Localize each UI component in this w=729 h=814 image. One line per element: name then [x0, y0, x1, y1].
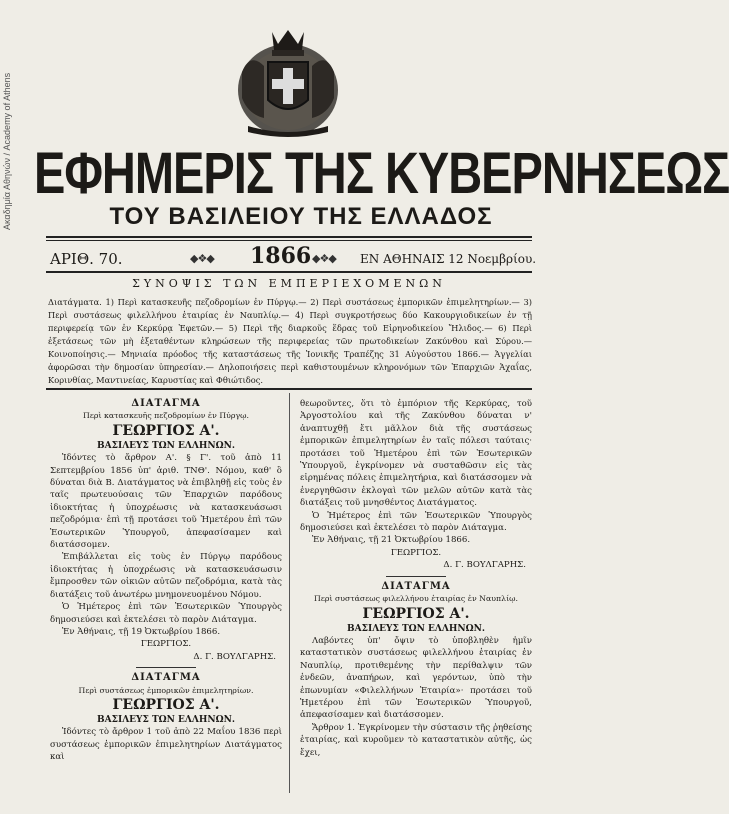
decree-heading: ΔΙΑΤΑΓΜΑ: [381, 580, 451, 592]
archive-watermark: Ακαδημία Αθηνών / Academy of Athens: [2, 72, 12, 230]
decree-signature: ΓΕΩΡΓΙΟΣ.: [140, 639, 192, 650]
masthead-rule-top: [46, 236, 532, 238]
decree-king: ΓΕΩΡΓΙΟΣ Α'.: [362, 605, 470, 622]
decree-heading: ΔΙΑΤΑΓΜΑ: [131, 398, 201, 409]
decree-separator: [386, 576, 446, 577]
contents-rule: [46, 388, 532, 390]
header-rule: [46, 271, 532, 273]
decree-king: ΓΕΩΡΓΙΟΣ Α'.: [112, 422, 220, 439]
decree-heading: ΔΙΑΤΑΓΜΑ: [131, 672, 201, 684]
decree-paragraph: Ἄρθρον 1. Ἐγκρίνομεν τὴν σύστασιν τῆς ῥηθείσης ἑταιρίας, καὶ κυροῦμεν τὸ καταστατικὸν αὐτῆς, ὡς ἔχει,: [300, 722, 532, 758]
issue-date: ΕΝ ΑΘΗΝΑΙΣ 12 Νοεμβρίου.: [360, 252, 537, 266]
decree-paragraph: Ἰδόντες τὸ ἄρθρον 1 τοῦ ἀπὸ 22 Μαΐου 1836 περὶ συστάσεως ἐμπορικῶν ἐπιμελητηρίων Διατάγματος καὶ: [50, 727, 282, 763]
royal-coat-of-arms-icon: [228, 22, 348, 142]
decree-king-title: ΒΑΣΙΛΕΥΣ ΤΩΝ ΕΛΛΗΝΩΝ.: [97, 714, 235, 725]
decree-paragraph: Ἐπιβάλλεται εἰς τοὺς ἐν Πύργῳ παρόδους ἰδιοκτήτας ἡ ὑποχρέωσις νὰ κατασκευάσωσιν ἔμπροσθεν τῶν οἰκιῶν αὐτῶν πεζοδρόμια, κατὰ τὰς διατάξεις τοῦ ἀνωτέρω μνημονευομένου Νόμου.: [50, 552, 282, 600]
issue-number: ΑΡΙΘ. 70.: [50, 250, 123, 268]
decree-paragraph: Ὁ Ἡμέτερος ἐπὶ τῶν Ἐσωτερικῶν Ὑπουργὸς δημοσιεύσει καὶ ἐκτελέσει τὸ παρὸν Διάταγμα.: [300, 510, 532, 534]
decree-king-title: ΒΑΣΙΛΕΥΣ ΤΩΝ ΕΛΛΗΝΩΝ.: [347, 623, 485, 634]
decree-minister: Δ. Γ. ΒΟΥΛΓΑΡΗΣ.: [443, 560, 526, 571]
gazette-subtitle: ΤΟΥ ΒΑΣΙΛΕΙΟΥ ΤΗΣ ΕΛΛΑΔΟΣ: [109, 203, 493, 230]
decree-subject: Περὶ συστάσεως φιλελλήνου ἑταιρίας ἐν Ναυπλίῳ.: [314, 594, 518, 604]
decree-paragraph: θεωροῦντες, ὅτι τὸ ἐμπόριον τῆς Κερκύρας, τοῦ Ἀργοστολίου καὶ τῆς Ζακύνθου δύναται ν' ἀναπτυχθῇ ἔτι μᾶλλον διὰ τῆς συστάσεως ἐμπορικῶν ἐπιμελητηρίων ἐν ταῖς πόλεσι ταύταις· προτάσει τοῦ Ἡμετέρου ἐπὶ τῶν Ἐσωτερικῶν Ὑπουργοῦ, ἐγκρίνομεν νὰ συσταθῶσιν εἰς τὰς εἰρημένας πόλεις ἐπιμελητήρια, καὶ διατάσσομεν νὰ ἐνεργηθῶσιν ἐκλογαὶ τῶν μελῶν αὐτῶν κατὰ τὰς διατάξεις τοῦ μνησθέντος Διατάγματος.: [300, 399, 532, 509]
decree-paragraph: Λαβόντες ὑπ' ὄψιν τὸ ὑποβληθὲν ἡμῖν καταστατικὸν συστάσεως φιλελλήνου ἑταιρίας ἐν Ναυπλίῳ, προτιθεμένης τὴν περίθαλψιν τῶν ἐνδεῶν, ἀναπήρων, καὶ γερόντων, ὑπὸ τὴν ἐπωνυμίαν «Φιλελλήνων Ἑταιρία»· προτάσει τοῦ Ἡμετέρου ἐπὶ τῶν Ἐσωτερικῶν Ὑπουργοῦ, ἀπεφασίσαμεν καὶ διατάσσομεν.: [300, 635, 532, 721]
contents-summary: Διατάγματα. 1) Περὶ κατασκευῆς πεζοδρομίων ἐν Πύργῳ.— 2) Περὶ συστάσεως ἐμπορικῶν ἐπιμελητηρίων.— 3) Περὶ συστάσεως φιλελλήνου ἑταιρίας ἐν Ναυπλίῳ.— 4) Περὶ συγκροτήσεως δύο Κακουργιοδικείων ἐν τῇ περιφερείᾳ τῶν ἐν Κερκύρᾳ Ἐφετῶν.— 5) Περὶ τῆς διαρκοῦς ἕδρας τοῦ Εἰρηνοδικείου Ἤλιδος.— 6) Περὶ ἐξετάσεως τῶν μὴ ἐξεταθέντων κληρώσεων τῆς περιφερείας τῶν πρωτοδικείων Ζακύνθου καὶ Σύρου.— Κοινοποίησις.— Μηνιαία πρόοδος τῆς καταστάσεως τῆς Ἰονικῆς Τραπέζης 31 Αὐγούστου 1866.— Ἀγγελίαι ἀφορῶσαι τὴν δημοσίαν ὑπηρεσίαν.— Δηλοποιήσεις περὶ καθιστουμένων κληρονόμων τῶν Ἐπαρχιῶν Ἀχαΐας, Κορινθίας, Μαντινείας, Καρυστίας καὶ Φθιώτιδος.: [48, 297, 532, 385]
decree-king: ΓΕΩΡΓΙΟΣ Α'.: [112, 696, 220, 713]
decree-separator: [136, 667, 196, 668]
decree-paragraph: Ἰδόντες τὸ ἄρθρον Α'. § Γ'. τοῦ ἀπὸ 11 Σεπτεμβρίου 1856 ὑπ' ἀριθ. ΤΝΘ'. Νόμου, καθ' ὃ δύναται διὰ Β. Διατάγματος νὰ ἐπιβληθῇ εἰς τοὺς ἐν ταῖς πρωτευούσαις τῶν Ἐπαρχιῶν παρόδους ἰδιοκτήτας ἡ ὑποχρέωσις νὰ κατασκευάσωσι πεζοδρόμια· ἐπὶ τῇ προτάσει τοῦ Ἡμετέρου ἐπὶ τῶν Ἐσωτερικῶν Ὑπουργοῦ, ἀπεφασίσαμεν καὶ διατάσσομεν.: [50, 453, 282, 551]
ornament-right-icon: ◆❖◆: [312, 252, 336, 265]
column-divider: [289, 393, 290, 793]
decree-dated: Ἐν Ἀθήναις, τῇ 19 Ὀκτωβρίου 1866.: [62, 626, 221, 637]
left-column: [50, 398, 282, 764]
decree-dated: Ἐν Ἀθήναις, τῇ 21 Ὀκτωβρίου 1866.: [312, 535, 471, 546]
decree-king-title: ΒΑΣΙΛΕΥΣ ΤΩΝ ΕΛΛΗΝΩΝ.: [97, 440, 235, 451]
decree-signature: ΓΕΩΡΓΙΟΣ.: [390, 547, 442, 558]
contents-heading: ΣΥΝΟΨΙΣ ΤΩΝ ΕΜΠΕΡΙΕΧΟΜΕΝΩΝ: [132, 277, 446, 290]
issue-year: 1866: [250, 243, 312, 269]
ornament-left-icon: ◆❖◆: [190, 252, 214, 265]
decree-subject: Περὶ κατασκευῆς πεζοδρομίων ἐν Πύργῳ.: [83, 411, 249, 421]
decree-minister: Δ. Γ. ΒΟΥΛΓΑΡΗΣ.: [193, 651, 276, 662]
decree-paragraph: Ὁ Ἡμέτερος ἐπὶ τῶν Ἐσωτερικῶν Ὑπουργὸς δημοσιεύσει καὶ ἐκτελέσει τὸ παρὸν Διάταγμα.: [50, 602, 282, 625]
right-column: [300, 398, 532, 759]
decree-subject: Περὶ συστάσεως ἐμπορικῶν ἐπιμελητηρίων.: [78, 685, 254, 695]
gazette-title: ΕΦΗΜΕΡΙΣ ΤΗΣ ΚΥΒΕΡΝΗΣΕΩΣ: [34, 139, 729, 206]
masthead-rule-top-thin: [46, 240, 532, 241]
